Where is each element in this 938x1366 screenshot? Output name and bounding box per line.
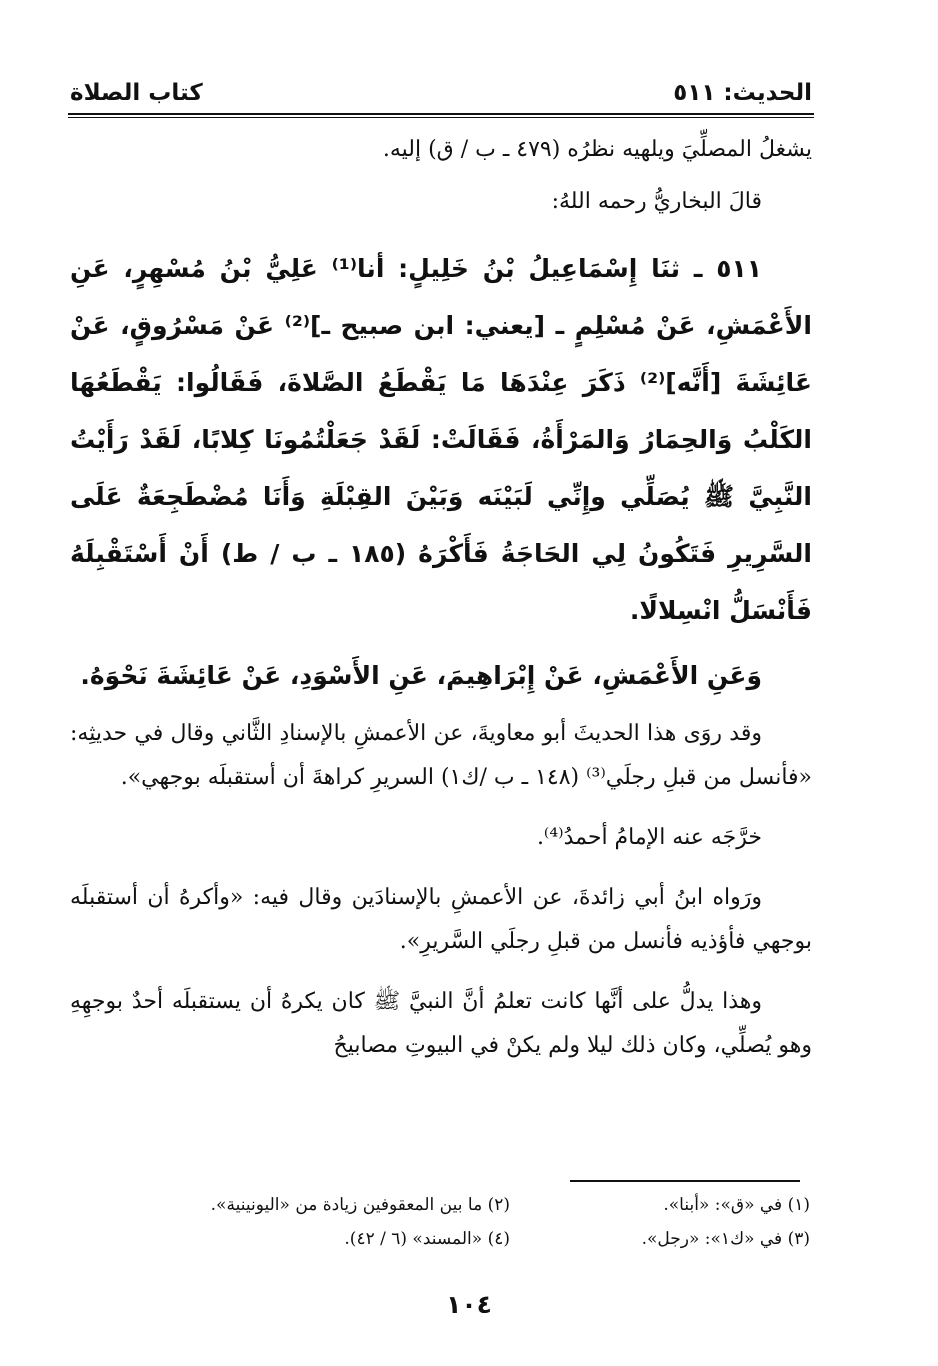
paragraph-ibn-abi-zaida: ورَواه ابنُ أبي زائدةَ، عن الأعمشِ بالإسنادَين وقال فيه: «وأكرهُ أن أستقبلَه بوجهي فأؤذيه فأنسل من قبلِ رجلَي السَّريرِ». — [70, 885, 812, 954]
hadith-number-label: الحديث: ٥١١ — [673, 80, 812, 106]
paragraph-commentary: وهذا يدلُّ على أنَّها كانت تعلمُ أنَّ النبيَّ ﷺ كان يكرهُ أن يستقبلَه أحدٌ بوجهِهِ وهو يُصلِّي، وكان ذلك ليلا ولم يكنْ في البيوتِ مصابيحُ — [70, 989, 812, 1058]
paragraph-narration: وقد روَى هذا الحديثَ أبو معاويةَ، عن الأعمشِ بالإسنادِ الثَّاني وقال في حديثِه: «فأنسل من قبلِ رجلَي⁽³⁾ (١٤٨ ـ ب /ك١) السريرِ كراهةَ أن أستقبلَه بوجهي». — [70, 721, 812, 790]
book-title: كتاب الصلاة — [70, 80, 203, 106]
hadith-text: ٥١١ ـ ثنَا إِسْمَاعِيلُ بْنُ خَلِيلٍ: أنا⁽¹⁾ عَلِيُّ بْنُ مُسْهِرٍ، عَنِ الأَعْمَشِ، عَنْ مُسْلِمٍ ـ [يعني: ابن صبيح ـ]⁽²⁾ عَنْ مَسْرُوقٍ، عَنْ عَائِشَةَ [أَنَّه]⁽²⁾ ذَكَرَ عِنْدَهَا مَا يَقْطَعُ الصَّلاةَ، فَقَالُوا: يَقْطَعُهَا الكَلْبُ وَالحِمَارُ وَالمَرْأَةُ، فَقَالَتْ: لَقَدْ جَعَلْتُمُونَا كِلابًا، لَقَدْ رَأَيْتُ النَّبِيَّ ﷺ يُصَلِّي وإِنِّي لَبَيْنَه وَبَيْنَ القِبْلَةِ وَأَنَا مُضْطَجِعَةٌ عَلَى السَّرِيرِ فَتَكُونُ لِي الحَاجَةُ فَأَكْرَهُ (١٨٥ ـ ب / ط) أَنْ أَسْتَقْبِلَهُ فَأَنْسَلُّ انْسِلالًا. — [70, 254, 812, 625]
footnote-divider — [570, 1180, 800, 1182]
paragraph-continuation: يشغلُ المصلِّيَ ويلهيه نظرُه (٤٧٩ ـ ب / ق) إليه. — [382, 137, 812, 162]
main-text — [70, 128, 812, 1068]
paragraph-bukhari-intro: قالَ البخاريُّ رحمه اللهُ: — [551, 189, 762, 214]
footnote-2: (٢) ما بين المعقوفين زيادة من «اليونينية». — [210, 1195, 510, 1215]
paragraph-takhrij: خرَّجَه عنه الإمامُ أحمدُ⁽⁴⁾. — [536, 825, 762, 850]
footnote-4: (٤) «المسند» (٦ / ٤٢). — [344, 1229, 510, 1249]
header-divider — [68, 113, 814, 115]
running-header — [70, 80, 812, 114]
footnote-row — [150, 1222, 810, 1256]
header-divider-thin — [68, 117, 814, 118]
footnote-1: (١) في «ق»: «أبنا». — [663, 1195, 810, 1215]
footnotes — [150, 1188, 810, 1256]
hadith-second-chain: وَعَنِ الأَعْمَشِ، عَنْ إِبْرَاهِيمَ، عَنِ الأَسْوَدِ، عَنْ عَائِشَةَ نَحْوَهُ. — [80, 661, 762, 690]
footnote-row — [150, 1188, 810, 1222]
footnote-3: (٣) في «ك١»: «رجل». — [641, 1229, 810, 1249]
page-number: ١٠٤ — [446, 1290, 492, 1319]
